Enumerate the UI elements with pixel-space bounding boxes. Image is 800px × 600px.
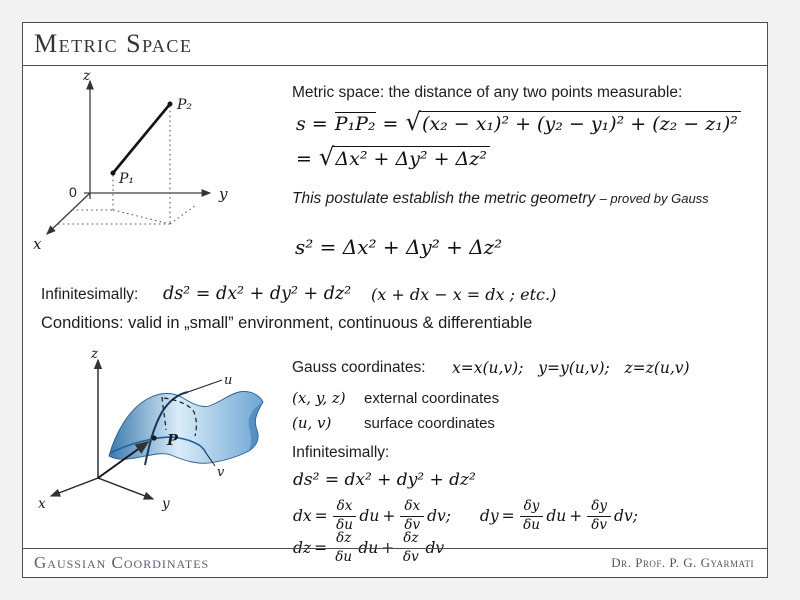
numerator: δz — [332, 532, 355, 549]
fraction — [400, 500, 424, 532]
math-term: dz — [293, 539, 312, 557]
numerator: δx — [333, 500, 357, 517]
math-term: du — [359, 507, 380, 525]
math-term: du — [358, 539, 379, 557]
z-axis-label: z — [83, 69, 91, 84]
denominator: δu — [523, 516, 540, 533]
y-axis — [98, 478, 153, 499]
legend-meaning: external coordinates — [364, 390, 500, 407]
overlined-segment: P₁P₂ — [334, 113, 376, 135]
slide — [22, 22, 768, 578]
radicand: (x₂ − x₁)² + (y₂ − y₁)² + (z₂ − z₁)² — [419, 111, 741, 136]
partial-derivative-dy — [480, 500, 641, 532]
legend-meaning: surface coordinates — [364, 415, 495, 432]
conditions-text: Conditions: valid in „small” environment, continuous & differentiable — [41, 314, 533, 332]
projection-dotted-lines — [58, 106, 196, 224]
p-point-label: P — [167, 432, 178, 449]
title-bar — [23, 23, 767, 66]
square-root — [405, 107, 740, 136]
denominator: δv — [404, 516, 421, 533]
math-term: + — [569, 507, 583, 525]
v-curve-label: v — [217, 465, 225, 480]
postulate-note: – proved by Gauss — [599, 191, 709, 206]
denominator: δu — [336, 516, 353, 533]
z-axis-label: z — [91, 346, 99, 362]
infinitesimally-label: Infinitesimally: — [41, 286, 139, 303]
square-root — [318, 142, 490, 171]
math-term: dy — [479, 507, 499, 525]
math-term: = — [501, 507, 515, 525]
radical-sign: √ — [318, 142, 335, 171]
math-term: = — [382, 113, 399, 135]
coordinates-legend — [292, 389, 499, 432]
point-p1 — [111, 171, 116, 176]
x-axis — [51, 478, 98, 496]
numerator: δy — [587, 500, 611, 517]
x-axis-label: x — [38, 496, 46, 512]
denominator: δu — [335, 548, 353, 565]
p1-label: P₁ — [119, 171, 135, 187]
gauss-coordinates-label: Gauss coordinates: — [292, 359, 426, 376]
numerator: δx — [400, 500, 424, 517]
infinitesimally-label-2: Infinitesimally: — [292, 444, 390, 461]
numerator: δy — [520, 500, 544, 517]
distance-formula — [296, 108, 741, 175]
math-term: dx — [293, 507, 312, 525]
point-p2 — [168, 102, 173, 107]
postulate-text: This postulate establish the metric geometry — [292, 190, 596, 207]
math-term: + — [382, 507, 396, 525]
distance-formula-line1 — [296, 108, 741, 140]
segment-p1-p2 — [113, 104, 170, 173]
legend-row-surface — [292, 414, 499, 432]
math-term: dv — [425, 539, 445, 557]
legend-symbol: (u, v) — [292, 414, 332, 432]
postulate-line — [292, 190, 709, 208]
math-term: dv; — [427, 507, 451, 525]
fraction — [587, 500, 611, 532]
page-title: Metric Space — [34, 29, 193, 58]
ds-formula: ds² = dx² + dy² + dz² — [163, 284, 352, 304]
denominator: δv — [402, 548, 419, 565]
math-term: = — [314, 539, 328, 557]
partial-derivative-dx — [293, 500, 454, 532]
y-axis-label: y — [162, 496, 170, 512]
radicand: Δx² + Δy² + Δz² — [332, 146, 489, 171]
cartesian-distance-diagram — [31, 69, 261, 266]
radical-sign: √ — [405, 107, 421, 136]
x-axis-label: x — [33, 235, 42, 253]
distance-formula-line2 — [296, 143, 741, 175]
math-term: du — [546, 507, 567, 525]
footer-section-title: Gaussian Coordinates — [34, 553, 210, 572]
math-term: = — [296, 148, 312, 170]
legend-symbol: (x, y, z) — [292, 389, 346, 407]
u-label-leader — [188, 380, 222, 392]
fraction — [520, 500, 544, 532]
footer-bar — [23, 548, 767, 577]
ds-note: (x + dx − x = dx ; etc.) — [371, 285, 557, 304]
point-p — [151, 435, 156, 440]
math-term: dv; — [614, 507, 638, 525]
fraction — [333, 500, 357, 532]
lead-text: Metric space: the distance of any two points measurable: — [292, 84, 683, 101]
math-term: s = — [296, 113, 328, 135]
u-curve-label: u — [224, 373, 233, 388]
y-axis-label: y — [219, 185, 228, 203]
math-term: + — [381, 539, 395, 557]
footer-author: Dr. Prof. P. G. Gyarmati — [611, 555, 754, 570]
numerator: δz — [399, 532, 422, 549]
s-squared-formula: s² = Δx² + Δy² + Δz² — [295, 235, 503, 259]
legend-row-external — [292, 389, 499, 407]
gauss-surface-diagram — [31, 346, 266, 546]
p2-label: P₂ — [177, 97, 193, 113]
ds-formula-2: ds² = dx² + dy² + dz² — [293, 470, 476, 490]
denominator: δv — [591, 516, 608, 533]
origin-label: 0 — [69, 184, 77, 200]
gauss-coordinate-equations: x=x(u,v); y=y(u,v); z=z(u,v) — [452, 359, 690, 377]
math-term: = — [314, 507, 328, 525]
